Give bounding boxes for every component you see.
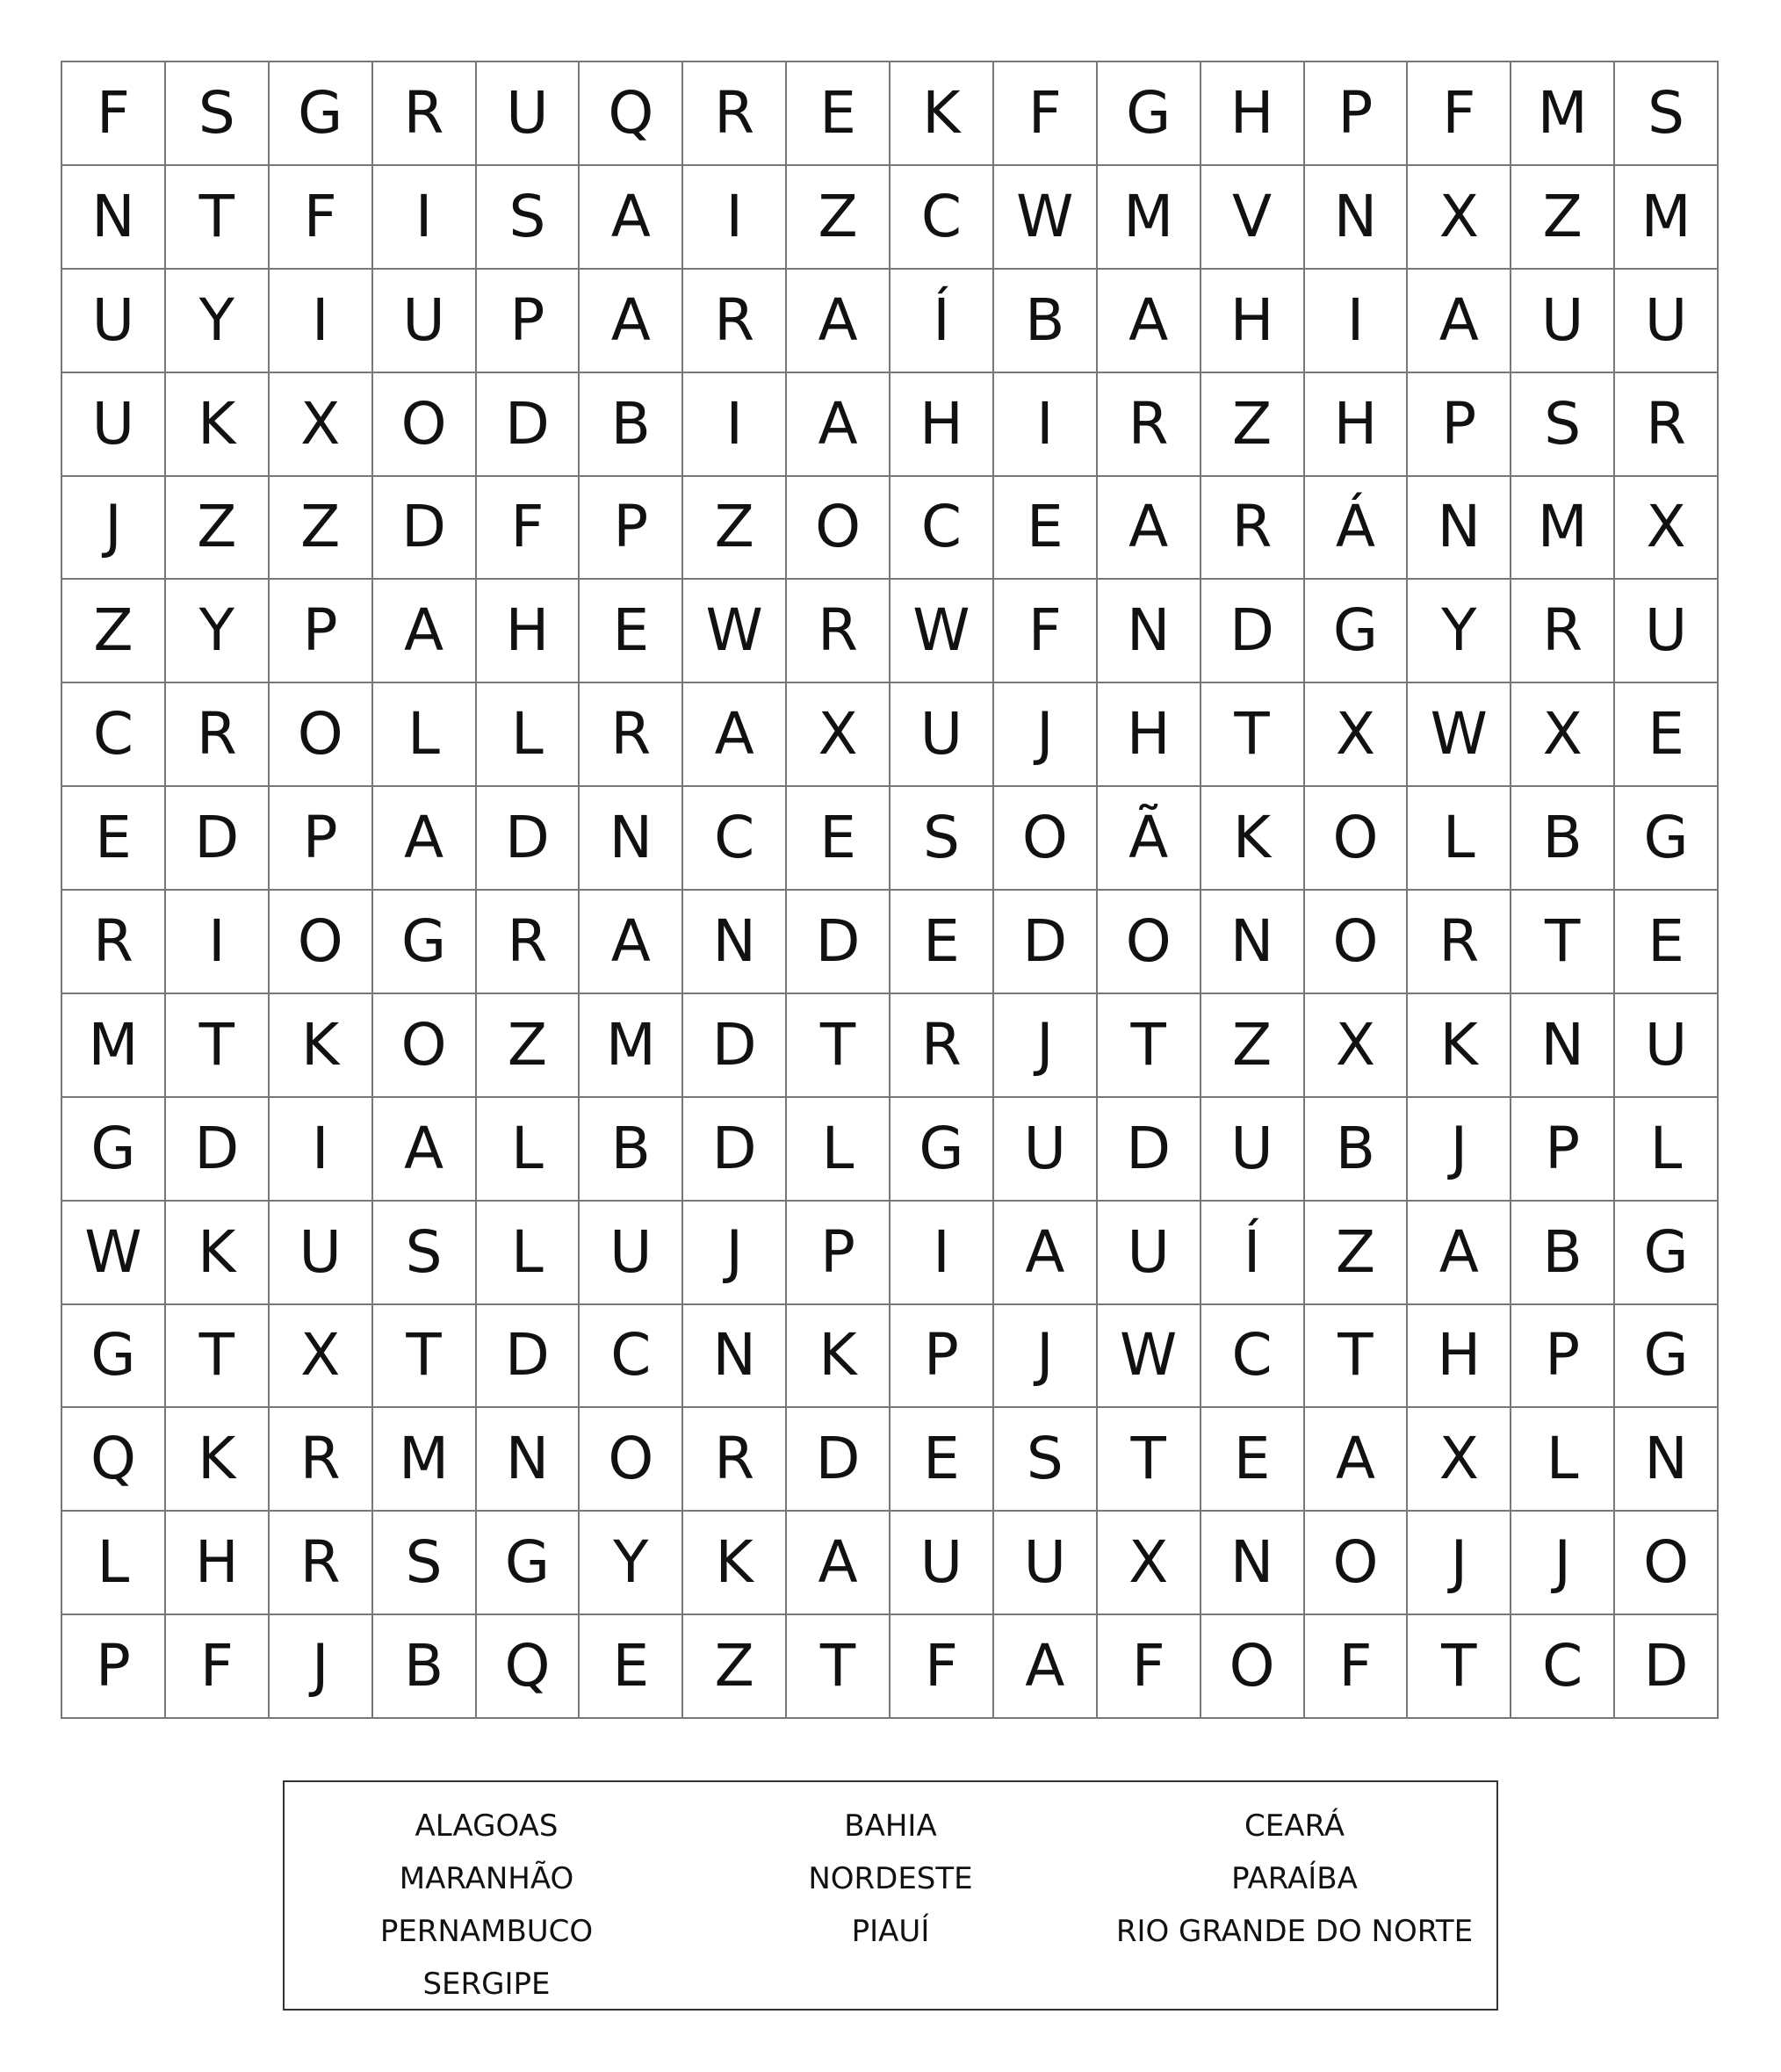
grid-cell[interactable]: T (1511, 891, 1615, 994)
grid-cell[interactable]: A (1098, 270, 1201, 373)
grid-cell[interactable]: M (1615, 166, 1719, 270)
grid-cell[interactable]: D (1201, 580, 1305, 683)
grid-cell[interactable]: A (1305, 1408, 1409, 1512)
grid-cell[interactable]: Z (683, 477, 787, 581)
grid-cell[interactable]: X (270, 373, 373, 477)
grid-cell[interactable]: R (683, 270, 787, 373)
grid-cell[interactable]: U (1511, 270, 1615, 373)
grid-cell[interactable]: Ã (1098, 787, 1201, 891)
grid-cell[interactable]: P (1408, 373, 1511, 477)
grid-cell[interactable]: R (580, 683, 683, 787)
grid-cell[interactable]: C (1511, 1615, 1615, 1719)
grid-cell[interactable]: M (1511, 477, 1615, 581)
grid-cell[interactable]: H (477, 580, 580, 683)
grid-cell[interactable]: Í (1201, 1202, 1305, 1305)
grid-cell[interactable]: R (890, 994, 994, 1098)
grid-cell[interactable]: M (1511, 62, 1615, 166)
grid-cell[interactable]: A (787, 1512, 890, 1615)
grid-cell[interactable]: A (994, 1615, 1098, 1719)
grid-cell[interactable]: E (994, 477, 1098, 581)
grid-cell[interactable]: S (373, 1512, 477, 1615)
grid-cell[interactable]: O (270, 683, 373, 787)
grid-cell[interactable]: B (580, 373, 683, 477)
grid-cell[interactable]: H (166, 1512, 270, 1615)
grid-cell[interactable]: Y (1408, 580, 1511, 683)
grid-cell[interactable]: E (890, 1408, 994, 1512)
grid-cell[interactable]: C (890, 477, 994, 581)
grid-cell[interactable]: Y (580, 1512, 683, 1615)
grid-cell[interactable]: X (1408, 1408, 1511, 1512)
grid-cell[interactable]: R (1408, 891, 1511, 994)
grid-cell[interactable]: O (1305, 891, 1409, 994)
grid-cell[interactable]: B (580, 1098, 683, 1202)
grid-cell[interactable]: U (62, 373, 166, 477)
grid-cell[interactable]: B (994, 270, 1098, 373)
grid-cell[interactable]: M (62, 994, 166, 1098)
grid-cell[interactable]: P (62, 1615, 166, 1719)
grid-cell[interactable]: A (787, 270, 890, 373)
grid-cell[interactable]: D (166, 1098, 270, 1202)
grid-cell[interactable]: F (890, 1615, 994, 1719)
grid-cell[interactable]: C (890, 166, 994, 270)
grid-cell[interactable]: D (683, 994, 787, 1098)
grid-cell[interactable]: S (166, 62, 270, 166)
grid-cell[interactable]: Q (580, 62, 683, 166)
grid-cell[interactable]: Z (787, 166, 890, 270)
grid-cell[interactable]: F (1098, 1615, 1201, 1719)
grid-cell[interactable]: T (166, 166, 270, 270)
grid-cell[interactable]: Z (62, 580, 166, 683)
grid-cell[interactable]: F (62, 62, 166, 166)
grid-cell[interactable]: U (994, 1512, 1098, 1615)
grid-cell[interactable]: G (1615, 787, 1719, 891)
grid-cell[interactable]: F (994, 580, 1098, 683)
grid-cell[interactable]: H (1305, 373, 1409, 477)
grid-cell[interactable]: Z (1201, 994, 1305, 1098)
grid-cell[interactable]: F (1408, 62, 1511, 166)
grid-cell[interactable]: D (1098, 1098, 1201, 1202)
grid-cell[interactable]: L (1511, 1408, 1615, 1512)
grid-cell[interactable]: W (890, 580, 994, 683)
grid-cell[interactable]: L (477, 1098, 580, 1202)
grid-cell[interactable]: A (580, 891, 683, 994)
grid-cell[interactable]: R (1511, 580, 1615, 683)
grid-cell[interactable]: Q (62, 1408, 166, 1512)
grid-cell[interactable]: S (373, 1202, 477, 1305)
grid-cell[interactable]: R (373, 62, 477, 166)
grid-cell[interactable]: K (166, 1202, 270, 1305)
grid-cell[interactable]: O (373, 994, 477, 1098)
grid-cell[interactable]: F (1305, 1615, 1409, 1719)
grid-cell[interactable]: P (580, 477, 683, 581)
grid-cell[interactable]: H (1201, 62, 1305, 166)
grid-cell[interactable]: D (477, 1305, 580, 1409)
grid-cell[interactable]: X (1615, 477, 1719, 581)
grid-cell[interactable]: K (890, 62, 994, 166)
grid-cell[interactable]: T (373, 1305, 477, 1409)
grid-cell[interactable]: G (373, 891, 477, 994)
grid-cell[interactable]: A (787, 373, 890, 477)
grid-cell[interactable]: U (994, 1098, 1098, 1202)
grid-cell[interactable]: T (787, 1615, 890, 1719)
grid-cell[interactable]: D (477, 373, 580, 477)
grid-cell[interactable]: E (62, 787, 166, 891)
grid-cell[interactable]: E (580, 1615, 683, 1719)
grid-cell[interactable]: K (270, 994, 373, 1098)
grid-cell[interactable]: K (683, 1512, 787, 1615)
grid-cell[interactable]: R (270, 1408, 373, 1512)
grid-cell[interactable]: C (683, 787, 787, 891)
grid-cell[interactable]: G (270, 62, 373, 166)
grid-cell[interactable]: D (373, 477, 477, 581)
word-bank-item: MARANHÃO (399, 1861, 574, 1896)
grid-cell[interactable]: S (1511, 373, 1615, 477)
grid-cell[interactable]: O (994, 787, 1098, 891)
grid-cell[interactable]: E (1615, 683, 1719, 787)
grid-cell[interactable]: R (270, 1512, 373, 1615)
grid-cell[interactable]: G (1615, 1202, 1719, 1305)
grid-cell[interactable]: U (1615, 994, 1719, 1098)
grid-cell[interactable]: U (1615, 270, 1719, 373)
grid-cell[interactable]: B (1511, 1202, 1615, 1305)
grid-cell[interactable]: X (1305, 683, 1409, 787)
grid-cell[interactable]: T (787, 994, 890, 1098)
grid-cell[interactable]: G (477, 1512, 580, 1615)
grid-cell[interactable]: L (62, 1512, 166, 1615)
grid-cell[interactable]: T (1305, 1305, 1409, 1409)
grid-cell[interactable]: T (1098, 1408, 1201, 1512)
grid-cell[interactable]: F (270, 166, 373, 270)
grid-cell[interactable]: A (994, 1202, 1098, 1305)
grid-cell[interactable]: O (1615, 1512, 1719, 1615)
grid-cell[interactable]: M (580, 994, 683, 1098)
grid-cell[interactable]: R (1201, 477, 1305, 581)
grid-cell[interactable]: U (477, 62, 580, 166)
grid-cell[interactable]: B (1305, 1098, 1409, 1202)
grid-cell[interactable]: E (787, 62, 890, 166)
grid-cell[interactable]: S (890, 787, 994, 891)
word-bank-item: RIO GRANDE DO NORTE (1115, 1914, 1474, 1949)
grid-cell[interactable]: G (1305, 580, 1409, 683)
grid-cell[interactable]: P (270, 580, 373, 683)
grid-cell[interactable]: A (373, 787, 477, 891)
letter-grid (61, 61, 1719, 1719)
grid-cell[interactable]: D (994, 891, 1098, 994)
grid-cell[interactable]: R (166, 683, 270, 787)
word-bank (283, 1780, 1498, 2011)
grid-cell[interactable]: T (166, 1305, 270, 1409)
grid-cell[interactable]: E (890, 891, 994, 994)
grid-cell[interactable]: E (1201, 1408, 1305, 1512)
grid-cell[interactable]: U (1201, 1098, 1305, 1202)
grid-cell[interactable]: O (373, 373, 477, 477)
grid-cell[interactable]: R (1615, 373, 1719, 477)
grid-cell[interactable]: L (787, 1098, 890, 1202)
grid-cell[interactable]: D (787, 891, 890, 994)
grid-cell[interactable]: L (477, 683, 580, 787)
grid-cell[interactable]: J (62, 477, 166, 581)
grid-cell[interactable]: I (1305, 270, 1409, 373)
grid-cell[interactable]: Z (1201, 373, 1305, 477)
grid-cell[interactable]: R (477, 891, 580, 994)
grid-cell[interactable]: S (477, 166, 580, 270)
grid-cell[interactable]: W (1408, 683, 1511, 787)
grid-cell[interactable]: U (270, 1202, 373, 1305)
grid-cell[interactable]: N (477, 1408, 580, 1512)
grid-cell[interactable]: I (373, 166, 477, 270)
grid-cell[interactable]: U (373, 270, 477, 373)
grid-cell[interactable]: N (683, 1305, 787, 1409)
word-bank-item: NORDESTE (808, 1861, 973, 1896)
word-bank-item: BAHIA (844, 1808, 937, 1844)
grid-cell[interactable]: A (1408, 1202, 1511, 1305)
grid-cell[interactable]: J (994, 994, 1098, 1098)
grid-cell[interactable]: W (683, 580, 787, 683)
grid-cell[interactable]: O (1305, 1512, 1409, 1615)
grid-cell[interactable]: R (787, 580, 890, 683)
grid-cell[interactable]: U (62, 270, 166, 373)
grid-cell[interactable]: I (270, 1098, 373, 1202)
grid-cell[interactable]: Z (1511, 166, 1615, 270)
grid-cell[interactable]: D (787, 1408, 890, 1512)
grid-cell[interactable]: D (477, 787, 580, 891)
grid-cell[interactable]: Á (1305, 477, 1409, 581)
grid-cell[interactable]: O (270, 891, 373, 994)
grid-cell[interactable]: N (1098, 580, 1201, 683)
grid-cell[interactable]: G (62, 1305, 166, 1409)
grid-cell[interactable]: F (166, 1615, 270, 1719)
grid-cell[interactable]: N (1511, 994, 1615, 1098)
grid-cell[interactable]: P (270, 787, 373, 891)
grid-cell[interactable]: M (373, 1408, 477, 1512)
grid-cell[interactable]: G (62, 1098, 166, 1202)
grid-cell[interactable]: N (1408, 477, 1511, 581)
grid-cell[interactable]: D (166, 787, 270, 891)
grid-cell[interactable]: C (580, 1305, 683, 1409)
grid-cell[interactable]: I (166, 891, 270, 994)
grid-cell[interactable]: K (1201, 787, 1305, 891)
grid-cell[interactable]: N (1201, 1512, 1305, 1615)
grid-cell[interactable]: D (683, 1098, 787, 1202)
grid-cell[interactable]: P (1511, 1305, 1615, 1409)
grid-cell[interactable]: A (1098, 477, 1201, 581)
grid-cell[interactable]: X (1305, 994, 1409, 1098)
grid-cell[interactable]: N (683, 891, 787, 994)
grid-cell[interactable]: M (1098, 166, 1201, 270)
grid-cell[interactable]: X (787, 683, 890, 787)
grid-cell[interactable]: T (166, 994, 270, 1098)
grid-cell[interactable]: W (994, 166, 1098, 270)
grid-cell[interactable]: P (477, 270, 580, 373)
grid-cell[interactable]: I (270, 270, 373, 373)
grid-cell[interactable]: R (62, 891, 166, 994)
grid-cell[interactable]: J (1408, 1098, 1511, 1202)
grid-cell[interactable]: A (580, 270, 683, 373)
grid-cell[interactable]: A (580, 166, 683, 270)
grid-cell[interactable]: S (1615, 62, 1719, 166)
grid-cell[interactable]: J (1511, 1512, 1615, 1615)
grid-cell[interactable]: G (1615, 1305, 1719, 1409)
grid-cell[interactable]: V (1201, 166, 1305, 270)
grid-cell[interactable]: P (1511, 1098, 1615, 1202)
grid-cell[interactable]: P (787, 1202, 890, 1305)
word-bank-item: CEARÁ (1244, 1808, 1345, 1844)
grid-cell[interactable]: L (477, 1202, 580, 1305)
grid-cell[interactable]: N (62, 166, 166, 270)
grid-cell[interactable]: U (1098, 1202, 1201, 1305)
grid-cell[interactable]: X (1511, 683, 1615, 787)
grid-cell[interactable]: K (166, 1408, 270, 1512)
grid-cell[interactable]: K (1408, 994, 1511, 1098)
word-bank-item: ALAGOAS (415, 1808, 559, 1844)
grid-cell[interactable]: Z (270, 477, 373, 581)
grid-cell[interactable]: A (683, 683, 787, 787)
grid-cell[interactable]: O (1305, 787, 1409, 891)
grid-cell[interactable]: J (1408, 1512, 1511, 1615)
grid-cell[interactable]: E (787, 787, 890, 891)
grid-cell[interactable]: A (373, 580, 477, 683)
grid-cell[interactable]: X (1098, 1512, 1201, 1615)
grid-cell[interactable]: O (1098, 891, 1201, 994)
grid-cell[interactable]: O (1201, 1615, 1305, 1719)
grid-cell[interactable]: R (683, 62, 787, 166)
grid-cell[interactable]: G (1098, 62, 1201, 166)
grid-cell[interactable]: I (994, 373, 1098, 477)
grid-cell[interactable]: T (1098, 994, 1201, 1098)
grid-cell[interactable]: E (580, 580, 683, 683)
grid-cell[interactable]: J (994, 683, 1098, 787)
grid-cell[interactable]: P (1305, 62, 1409, 166)
grid-cell[interactable]: K (787, 1305, 890, 1409)
grid-cell[interactable]: I (683, 166, 787, 270)
grid-cell[interactable]: Z (166, 477, 270, 581)
grid-cell[interactable]: H (1201, 270, 1305, 373)
grid-cell[interactable]: O (580, 1408, 683, 1512)
grid-cell[interactable]: C (62, 683, 166, 787)
grid-cell[interactable]: B (1511, 787, 1615, 891)
grid-cell[interactable]: S (994, 1408, 1098, 1512)
grid-cell[interactable]: N (1305, 166, 1409, 270)
grid-cell[interactable]: X (270, 1305, 373, 1409)
grid-cell[interactable]: K (166, 373, 270, 477)
grid-cell[interactable]: J (270, 1615, 373, 1719)
grid-cell[interactable]: G (890, 1098, 994, 1202)
grid-cell[interactable]: Q (477, 1615, 580, 1719)
grid-cell[interactable]: Z (1305, 1202, 1409, 1305)
grid-cell[interactable]: U (890, 1512, 994, 1615)
grid-cell[interactable]: Y (166, 270, 270, 373)
grid-cell[interactable]: X (1408, 166, 1511, 270)
grid-cell[interactable]: Y (166, 580, 270, 683)
grid-cell[interactable]: Í (890, 270, 994, 373)
grid-cell[interactable]: R (683, 1408, 787, 1512)
grid-cell[interactable]: U (890, 683, 994, 787)
grid-cell[interactable]: Z (683, 1615, 787, 1719)
grid-cell[interactable]: F (477, 477, 580, 581)
grid-cell[interactable]: E (1615, 891, 1719, 994)
grid-cell[interactable]: D (1615, 1615, 1719, 1719)
grid-cell[interactable]: O (787, 477, 890, 581)
grid-cell[interactable]: I (683, 373, 787, 477)
word-bank-item: SERGIPE (422, 1967, 551, 2002)
grid-cell[interactable]: L (1408, 787, 1511, 891)
word-bank-item: PARAÍBA (1231, 1861, 1358, 1896)
grid-cell[interactable]: H (1098, 683, 1201, 787)
grid-cell[interactable]: J (683, 1202, 787, 1305)
grid-cell[interactable]: N (580, 787, 683, 891)
grid-cell[interactable]: L (373, 683, 477, 787)
grid-cell[interactable]: I (890, 1202, 994, 1305)
grid-cell[interactable]: T (1408, 1615, 1511, 1719)
grid-cell[interactable]: Z (477, 994, 580, 1098)
grid-cell[interactable]: W (62, 1202, 166, 1305)
grid-cell[interactable]: P (890, 1305, 994, 1409)
grid-cell[interactable]: W (1098, 1305, 1201, 1409)
grid-cell[interactable]: H (890, 373, 994, 477)
grid-cell[interactable]: N (1615, 1408, 1719, 1512)
grid-cell[interactable]: H (1408, 1305, 1511, 1409)
grid-cell[interactable]: L (1615, 1098, 1719, 1202)
grid-cell[interactable]: B (373, 1615, 477, 1719)
grid-cell[interactable]: U (580, 1202, 683, 1305)
grid-cell[interactable]: T (1201, 683, 1305, 787)
grid-cell[interactable]: A (1408, 270, 1511, 373)
word-bank-item: PERNAMBUCO (379, 1914, 594, 1949)
grid-cell[interactable]: C (1201, 1305, 1305, 1409)
grid-cell[interactable]: F (994, 62, 1098, 166)
grid-cell[interactable]: R (1098, 373, 1201, 477)
grid-cell[interactable]: A (373, 1098, 477, 1202)
grid-cell[interactable]: N (1201, 891, 1305, 994)
word-bank-item: PIAUÍ (851, 1914, 930, 1949)
grid-cell[interactable]: U (1615, 580, 1719, 683)
grid-cell[interactable]: J (994, 1305, 1098, 1409)
